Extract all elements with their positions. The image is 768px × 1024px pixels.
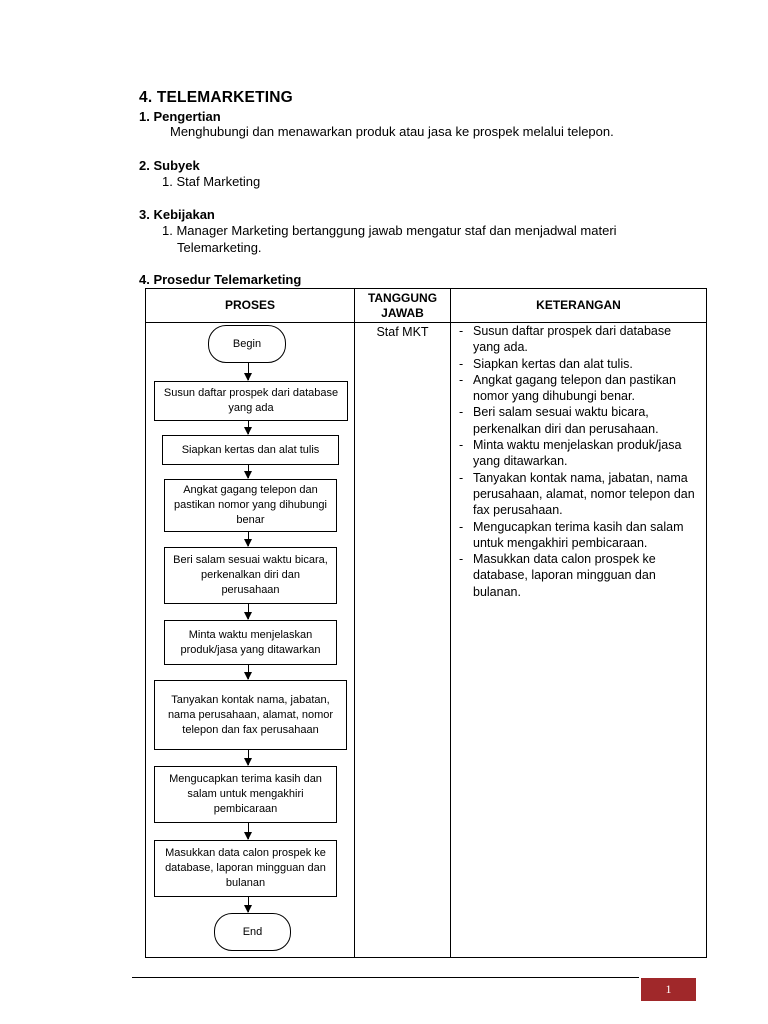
flow-step-3: Angkat gagang telepon dan pastikan nomor yang dihubungi benar [164, 479, 337, 532]
section-heading-pengertian: 1. Pengertian [139, 109, 221, 124]
keterangan-item: - Tanyakan kontak nama, jabatan, nama perusahaan, alamat, nomor telepon dan fax perusahaan. [459, 470, 700, 519]
tanggung-jawab-cell: Staf MKT [355, 323, 451, 958]
keterangan-list [451, 323, 706, 600]
flow-step-4: Beri salam sesuai waktu bicara, perkenalkan diri dan perusahaan [164, 547, 337, 604]
kebijakan-line-2: Telemarketing. [177, 240, 262, 255]
keterangan-item: - Siapkan kertas dan alat tulis. [459, 356, 700, 372]
keterangan-item: - Angkat gagang telepon dan pastikan nomor yang dihubungi benar. [459, 372, 700, 405]
page-number-badge: 1 [641, 978, 696, 1001]
document-title: 4. TELEMARKETING [139, 89, 293, 106]
flow-arrow [248, 421, 249, 434]
header-proses: PROSES [146, 289, 355, 323]
flow-step-7: Mengucapkan terima kasih dan salam untuk mengakhiri pembicaraan [154, 766, 337, 823]
kebijakan-line-1: 1. Manager Marketing bertanggung jawab mengatur staf dan menjadwal materi [162, 223, 617, 238]
keterangan-item: - Susun daftar prospek dari database yang ada. [459, 323, 700, 356]
flow-arrow [248, 532, 249, 546]
flowchart-cell [146, 323, 355, 958]
flow-step-2: Siapkan kertas dan alat tulis [162, 435, 339, 465]
flow-arrow [248, 897, 249, 912]
header-tanggung-jawab [355, 289, 451, 323]
keterangan-cell [451, 323, 707, 958]
flow-arrow [248, 750, 249, 765]
keterangan-item: - Masukkan data calon prospek ke database, laporan mingguan dan bulanan. [459, 551, 700, 600]
flow-step-6: Tanyakan kontak nama, jabatan, nama perusahaan, alamat, nomor telepon dan fax perusahaan [154, 680, 347, 750]
flow-arrow [248, 604, 249, 619]
flow-arrow [248, 363, 249, 380]
flow-begin: Begin [208, 325, 286, 363]
pengertian-text: Menghubungi dan menawarkan produk atau jasa ke prospek melalui telepon. [170, 124, 614, 139]
flow-step-5: Minta waktu menjelaskan produk/jasa yang ditawarkan [164, 620, 337, 665]
flow-arrow [248, 823, 249, 839]
header-keterangan: KETERANGAN [451, 289, 707, 323]
footer-divider [132, 977, 639, 978]
flow-step-1: Susun daftar prospek dari database yang ada [154, 381, 348, 421]
procedure-table [145, 288, 707, 958]
keterangan-item: - Minta waktu menjelaskan produk/jasa yang ditawarkan. [459, 437, 700, 470]
table-body-row [146, 323, 707, 958]
flow-arrow [248, 465, 249, 478]
flow-step-8: Masukkan data calon prospek ke database, laporan mingguan dan bulanan [154, 840, 337, 897]
table-header-row [146, 289, 707, 323]
section-heading-prosedur: 4. Prosedur Telemarketing [139, 272, 302, 287]
keterangan-item: - Mengucapkan terima kasih dan salam untuk mengakhiri pembicaraan. [459, 519, 700, 552]
flow-arrow [248, 665, 249, 679]
subyek-item: 1. Staf Marketing [162, 174, 261, 189]
keterangan-item: - Beri salam sesuai waktu bicara, perkenalkan diri dan perusahaan. [459, 404, 700, 437]
section-heading-subyek-label: 2. Subyek [139, 158, 200, 173]
header-tanggung-jawab-label: TANGGUNG JAWAB [367, 290, 438, 320]
flow-end: End [214, 913, 291, 951]
section-heading-kebijakan: 3. Kebijakan [139, 207, 215, 222]
